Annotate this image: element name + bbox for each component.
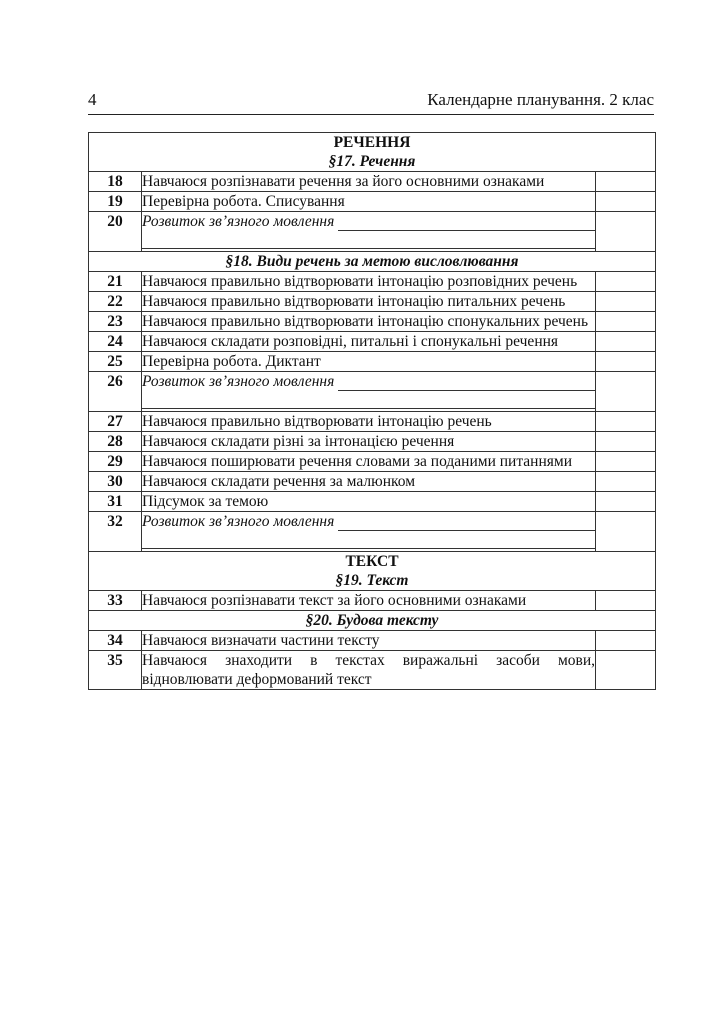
lesson-topic (142, 512, 596, 552)
lesson-topic: Навчаюся поширювати речення словами за поданими питаннями (142, 452, 596, 472)
lesson-topic: Навчаюся знаходити в текстах виражальні засоби мови, відновлювати деформований текст (142, 652, 595, 688)
lesson-topic: Навчаюся розпізнавати текст за його основними ознаками (142, 591, 596, 611)
lesson-topic: Навчаюся визначати частини тексту (142, 631, 596, 651)
lesson-number: 26 (89, 372, 142, 412)
running-title: Календарне планування. 2 клас (427, 90, 654, 109)
paragraph-title: §20. Будова тексту (305, 612, 439, 629)
lesson-row (89, 432, 656, 452)
lesson-plan-body (89, 133, 656, 690)
lesson-number: 34 (89, 631, 142, 651)
section-cell (89, 133, 656, 172)
lesson-topic (142, 372, 596, 412)
blank-line (142, 391, 595, 409)
date-cell (596, 492, 656, 512)
blank-line (338, 516, 595, 531)
section-cell (89, 611, 656, 631)
section-cell (89, 252, 656, 272)
date-cell (596, 172, 656, 192)
date-cell (596, 312, 656, 332)
lesson-row (89, 412, 656, 432)
section-title: РЕЧЕННЯ (333, 134, 411, 151)
lesson-topic: Навчаюся правильно відтворювати інтонацію спонукальних речень (142, 312, 596, 332)
lesson-topic: Навчаюся складати речення за малюнком (142, 472, 596, 492)
subsection-header-row (89, 252, 656, 272)
lesson-row (89, 272, 656, 292)
lesson-number: 25 (89, 352, 142, 372)
date-cell (596, 452, 656, 472)
section-header-row (89, 552, 656, 591)
lesson-topic: Підсумок за темою (142, 492, 596, 512)
lesson-row (89, 292, 656, 312)
lesson-row (89, 651, 656, 690)
date-cell (596, 192, 656, 212)
lesson-topic: Навчаюся правильно відтворювати інтонацію питальних речень (142, 292, 596, 312)
lesson-topic: Навчаюся правильно відтворювати інтонацію розповідних речень (142, 272, 596, 292)
speech-development-row (89, 212, 656, 252)
page-header (88, 88, 654, 115)
paragraph-title: §19. Текст (335, 572, 409, 589)
lesson-topic (142, 212, 596, 252)
date-cell (596, 432, 656, 452)
speech-development-label: Розвиток зв’язного мовлення (142, 213, 335, 230)
lesson-row (89, 312, 656, 332)
lesson-topic: Навчаюся правильно відтворювати інтонацію речень (142, 412, 596, 432)
lesson-number: 32 (89, 512, 142, 552)
date-cell (596, 272, 656, 292)
lesson-number: 29 (89, 452, 142, 472)
date-cell (596, 591, 656, 611)
lesson-row (89, 472, 656, 492)
page-number: 4 (88, 90, 97, 109)
paragraph-title: §17. Речення (328, 153, 416, 170)
subsection-header-row (89, 611, 656, 631)
section-title: ТЕКСТ (345, 553, 399, 570)
lesson-number: 22 (89, 292, 142, 312)
lesson-row (89, 452, 656, 472)
lesson-number: 20 (89, 212, 142, 252)
date-cell (596, 352, 656, 372)
blank-line (142, 531, 595, 549)
lesson-row (89, 192, 656, 212)
lesson-number: 30 (89, 472, 142, 492)
date-cell (596, 472, 656, 492)
lesson-row (89, 352, 656, 372)
speech-development-label: Розвиток зв’язного мовлення (142, 513, 335, 530)
date-cell (596, 631, 656, 651)
date-cell (596, 372, 656, 412)
lesson-row (89, 172, 656, 192)
lesson-number: 23 (89, 312, 142, 332)
blank-line (338, 376, 595, 391)
blank-line (142, 231, 595, 249)
lesson-number: 21 (89, 272, 142, 292)
lesson-number: 33 (89, 591, 142, 611)
lesson-row (89, 631, 656, 651)
speech-development-label: Розвиток зв’язного мовлення (142, 373, 335, 390)
lesson-number: 24 (89, 332, 142, 352)
date-cell (596, 412, 656, 432)
lesson-topic: Перевірна робота. Списування (142, 192, 596, 212)
lesson-row (89, 591, 656, 611)
speech-development-row (89, 512, 656, 552)
lesson-plan-table (88, 132, 656, 690)
section-cell (89, 552, 656, 591)
paragraph-title: §18. Види речень за метою висловлювання (225, 253, 519, 270)
date-cell (596, 512, 656, 552)
lesson-number: 31 (89, 492, 142, 512)
lesson-number: 18 (89, 172, 142, 192)
lesson-topic: Навчаюся складати розповідні, питальні і спонукальні речення (142, 332, 596, 352)
section-header-row (89, 133, 656, 172)
lesson-number: 28 (89, 432, 142, 452)
lesson-row (89, 332, 656, 352)
lesson-row (89, 492, 656, 512)
lesson-number: 27 (89, 412, 142, 432)
lesson-number: 19 (89, 192, 142, 212)
blank-line (338, 216, 595, 231)
lesson-topic: Навчаюся розпізнавати речення за його основними ознаками (142, 172, 596, 192)
lesson-number: 35 (89, 651, 142, 690)
speech-development-row (89, 372, 656, 412)
date-cell (596, 292, 656, 312)
lesson-topic: Навчаюся складати різні за інтонацією речення (142, 432, 596, 452)
lesson-topic: Перевірна робота. Диктант (142, 352, 596, 372)
date-cell (596, 651, 656, 690)
date-cell (596, 332, 656, 352)
date-cell (596, 212, 656, 252)
